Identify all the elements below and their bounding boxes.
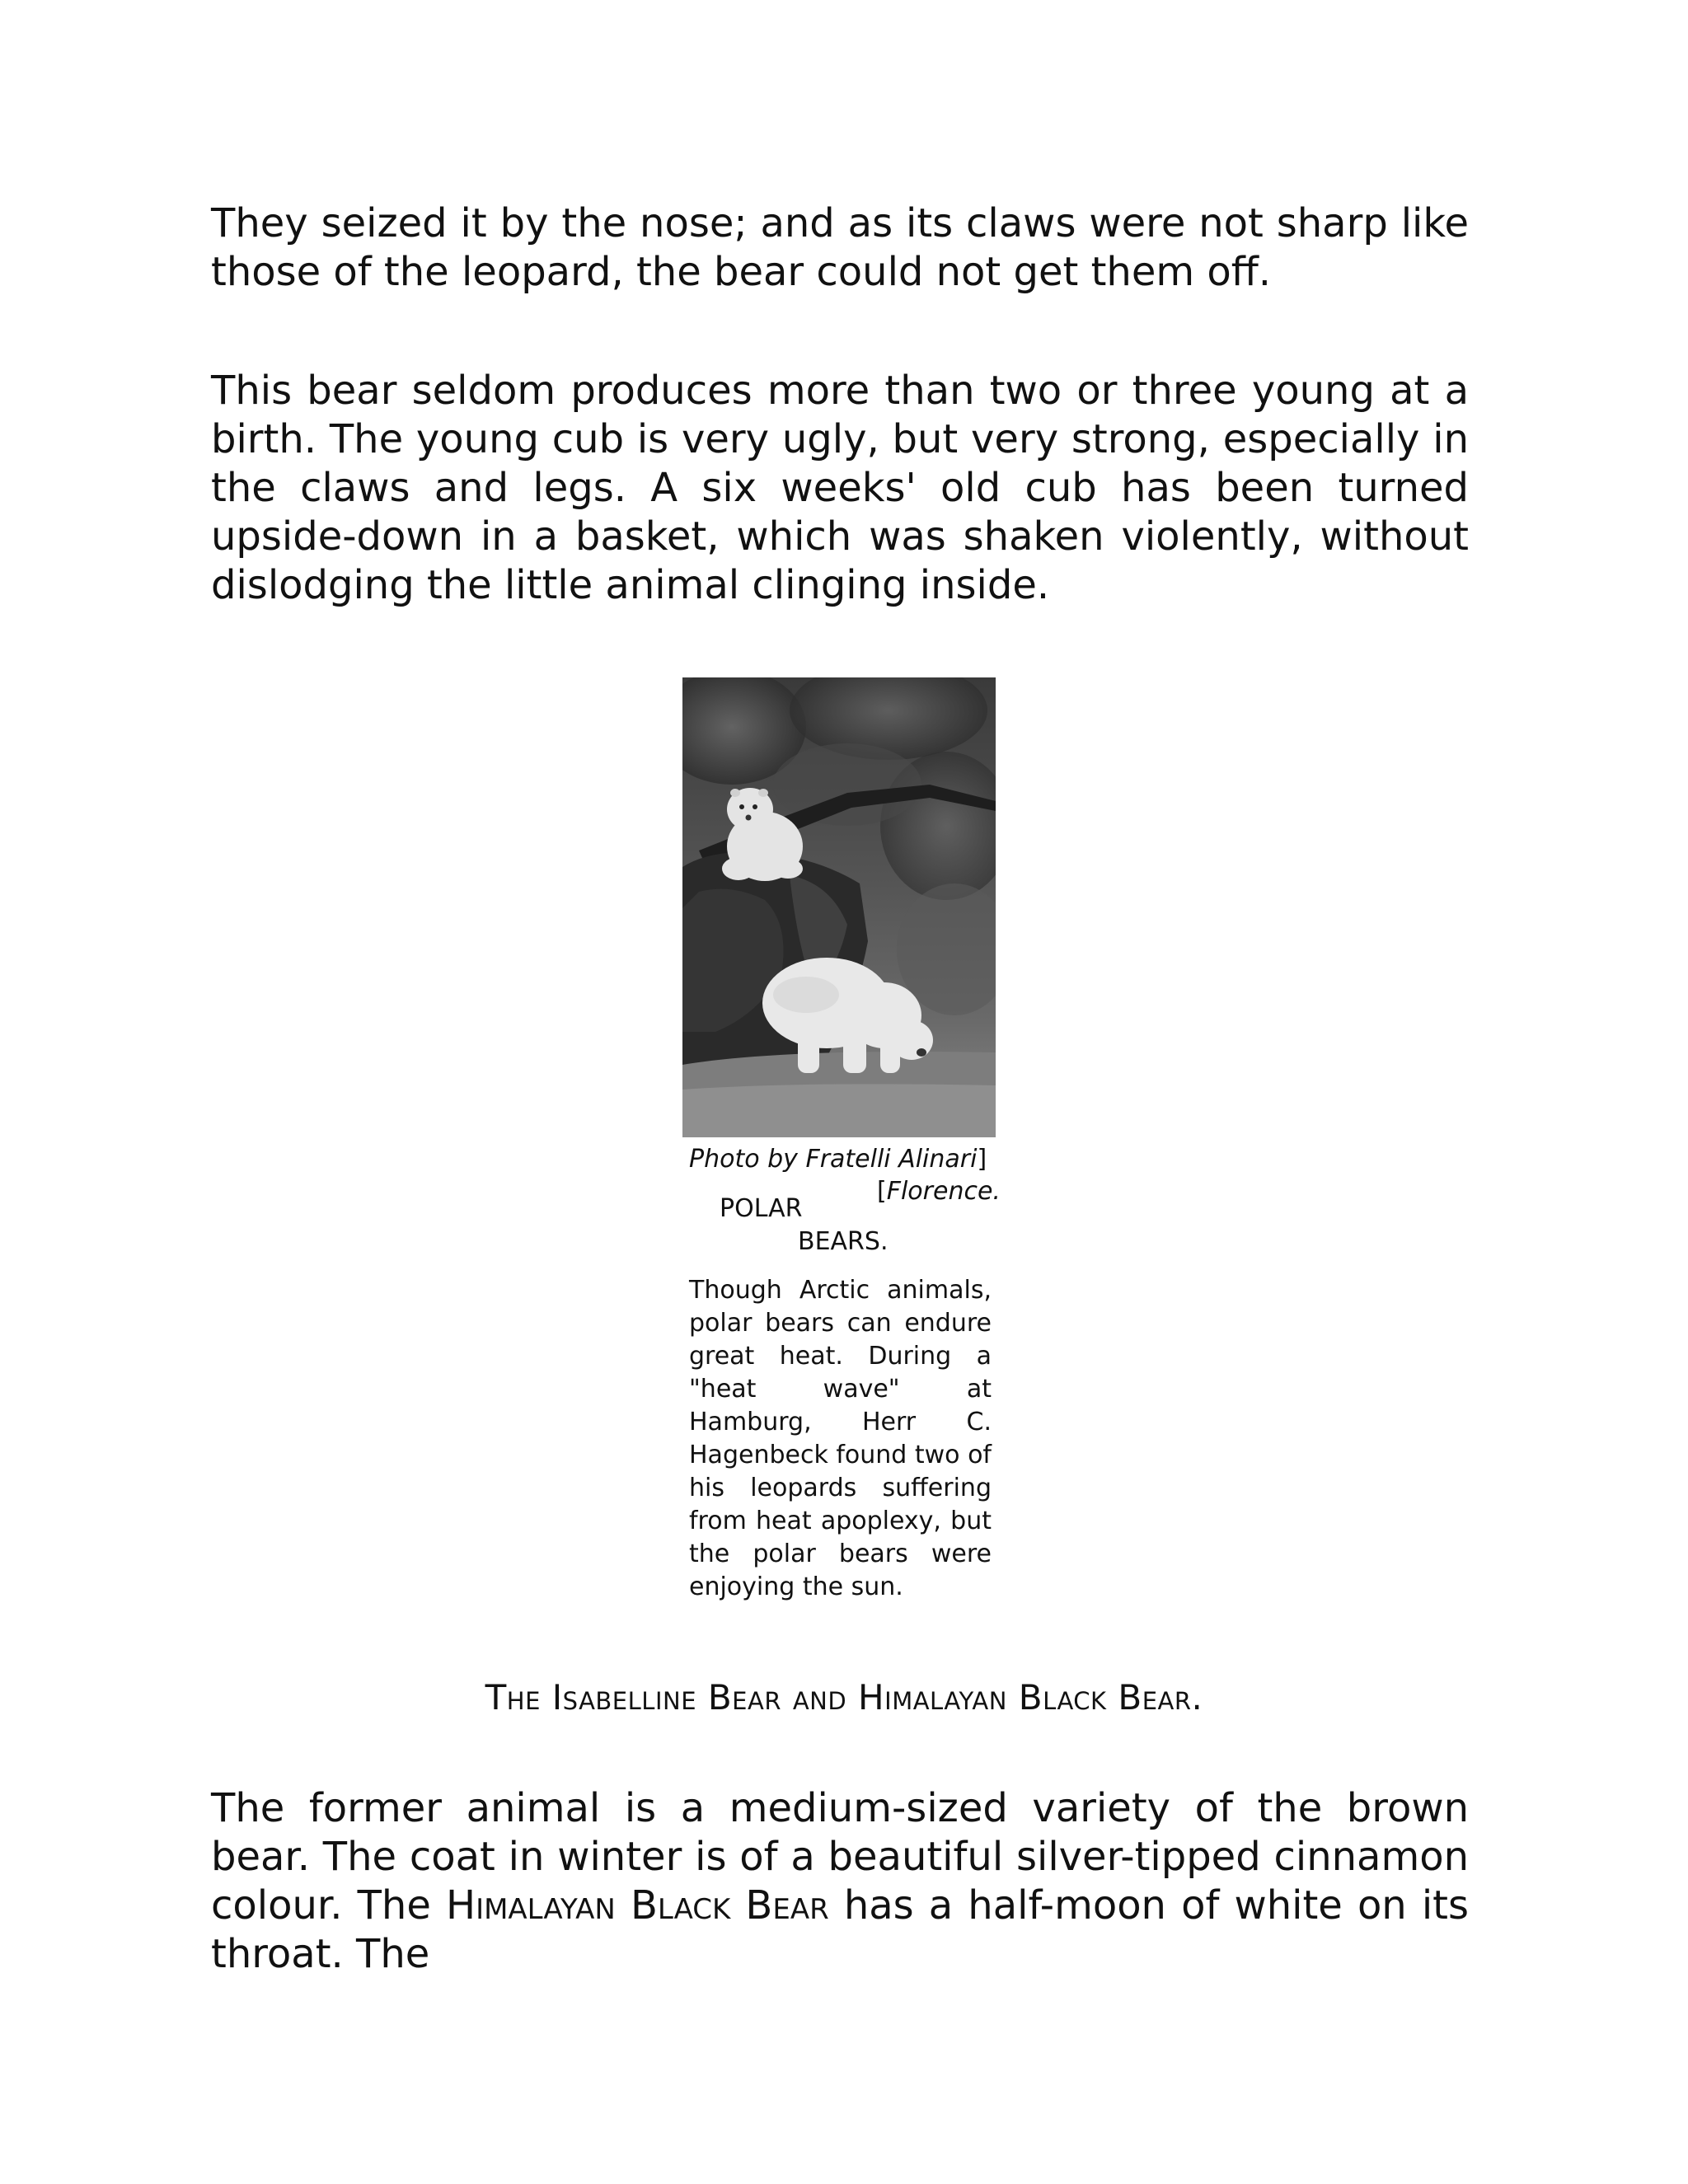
paragraph-isabelline-start: The former animal is a medium-sized variety of the brown bear. The coat in winter is of a beautiful silver-tipped cinnamon colour. The	[211, 1785, 1469, 1929]
photo-credit-text: Photo by Fratelli Alinari	[689, 1145, 978, 1174]
photo-credit-bracket: ]	[977, 1145, 987, 1174]
photo-location-bracket: [	[877, 1177, 887, 1206]
paragraph-isabelline-end: has a half-moon of white on its throat. The	[211, 1882, 1470, 1977]
figure-title-line2: BEARS.	[798, 1227, 889, 1256]
polar-bears-photo	[682, 677, 996, 1137]
photo-location	[877, 1177, 1001, 1207]
figure-title-line1: POLAR	[720, 1194, 803, 1223]
paragraph-isabelline-bear	[211, 1784, 1469, 1979]
section-heading: The Isabelline Bear and Himalayan Black Bear.	[485, 1677, 1203, 1718]
paragraph-leopard-nose: They seized it by the nose; and as its claws were not sharp like those of the leopard, the bear could not get them off.	[211, 200, 1469, 295]
photo-location-text: Florence.	[886, 1177, 1001, 1206]
photo-credit	[689, 1145, 987, 1174]
himalayan-black-bear-term: Himalayan Black Bear	[445, 1882, 829, 1929]
figure-caption: Though Arctic animals, polar bears can endure great heat. During a "heat wave" at Hamburg, Herr C. Hagenbeck found two of his leopards suffering from heat apoplexy, but the polar bears were enjoying the sun.	[689, 1276, 992, 1601]
paragraph-bear-young: This bear seldom produces more than two or three young at a birth. The young cub is very ugly, but very strong, especially in the claws and legs. A six weeks' old cub has been turned upside-down in a basket, which was shaken violently, without dislodging the little animal clinging inside.	[211, 368, 1469, 608]
